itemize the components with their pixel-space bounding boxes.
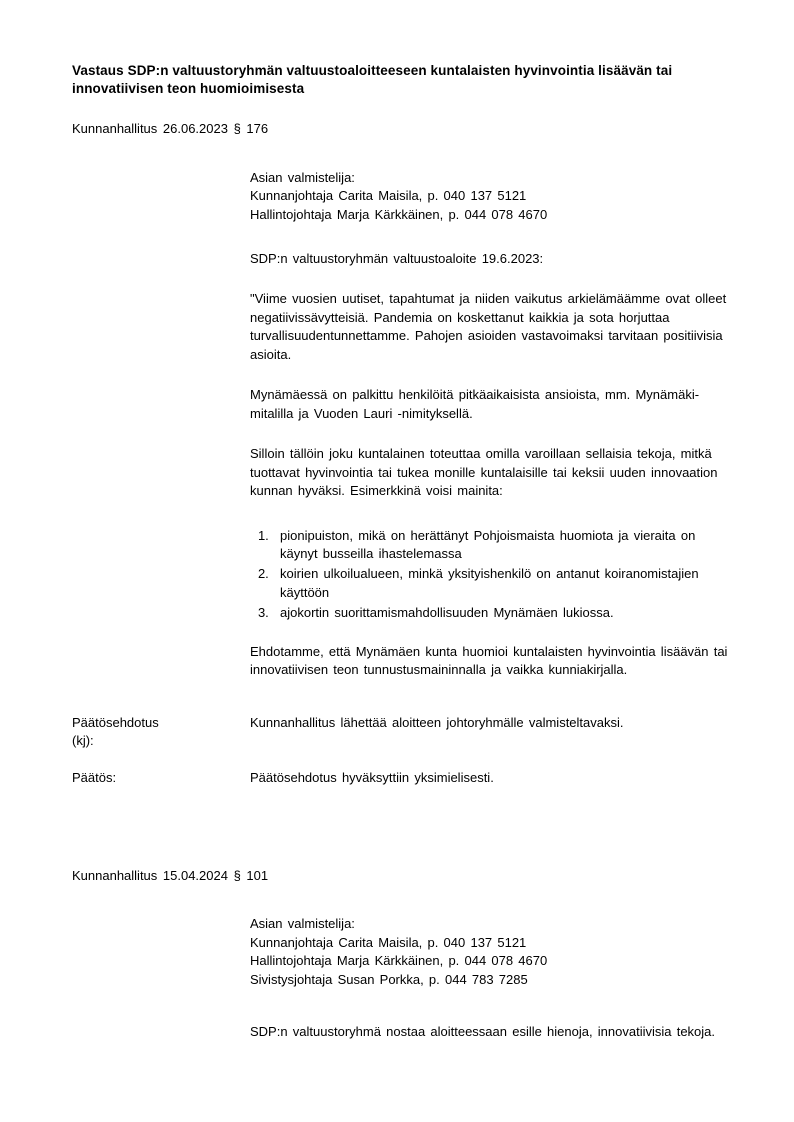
spacer [250, 240, 734, 250]
decision-text: Päätösehdotus hyväksyttiin yksimielisesti. [250, 769, 494, 785]
decision-label: Päätös: [72, 769, 117, 785]
decision-proposal-label [72, 714, 250, 751]
closing-paragraph: SDP:n valtuustoryhmä nostaa aloitteessaan esille hienoja, innovatiivisia tekoja. [250, 1024, 716, 1040]
preparer-2-line-3: Sivistysjohtaja Susan Porkka, p. 044 783 7285 [250, 971, 528, 987]
section-2023 [250, 169, 734, 680]
decision-proposal-label-line-1: Päätösehdotus [72, 714, 159, 730]
meeting-reference-2: Kunnanhallitus 15.04.2024 § 101 [72, 868, 269, 884]
decision-row [72, 769, 734, 787]
list-item: 2. koirien ulkoilualueen, minkä yksityishenkilö on antanut koiranomistajien käyttöön [274, 565, 734, 602]
section-2024 [250, 915, 734, 1041]
preparer-1-line-2: Hallintojohtaja Marja Kärkkäinen, p. 044 078 4670 [250, 206, 548, 222]
meeting-reference-1: Kunnanhallitus 26.06.2023 § 176 [72, 121, 269, 137]
spacer [72, 696, 734, 714]
page-title: Vastaus SDP:n valtuustoryhmän valtuustoaloitteeseen kuntalaisten hyvinvointia lisäävän tai innovatiivisen teon huomioimisesta [72, 63, 673, 97]
decision-proposal-label-line-2: (kj): [72, 733, 94, 749]
initiative-heading: SDP:n valtuustoryhmän valtuustoaloite 19.6.2023: [250, 250, 544, 266]
spacer [250, 1005, 734, 1023]
preparer-1-line-1: Kunnanjohtaja Carita Maisila, p. 040 137 5121 [250, 188, 527, 204]
preparer-2-line-1: Kunnanjohtaja Carita Maisila, p. 040 137 5121 [250, 934, 527, 950]
quote-paragraph-4: Ehdotamme, että Mynämäen kunta huomioi kuntalaisten hyvinvointia lisäävän tai innovatiivisen teon tunnustusmaininnalla ja vaikka kunniakirjalla. [250, 643, 728, 678]
list-item: 3. ajokortin suorittamismahdollisuuden Mynämäen lukiossa. [274, 604, 734, 622]
preparer-heading-1: Asian valmistelija: [250, 169, 355, 185]
list-item: 1. pionipuiston, mikä on herättänyt Pohjoismaista huomiota ja vieraita on käynyt busseilla ihastelemassa [274, 527, 734, 564]
decision-proposal-text: Kunnanhallitus lähettää aloitteen johtoryhmälle valmisteltavaksi. [250, 714, 624, 730]
quote-paragraph-3: Silloin tällöin joku kuntalainen toteuttaa omilla varoillaan sellaisia tekoja, mitkä tuottavat hyvinvointia tai tukea monille kuntalaisille tai keksii uuden innovaation kunnan hyväksi. Esimerkkinä voisi mainita: [250, 446, 718, 499]
examples-list [250, 527, 734, 623]
quote-paragraph-2: Mynämäessä on palkittu henkilöitä pitkäaikaisista ansioista, mm. Mynämäki-mitalilla ja Vuoden Lauri -nimityksellä. [250, 387, 700, 421]
quote-paragraph-1: "Viime vuosien uutiset, tapahtumat ja niiden vaikutus arkielämäämme ovat olleet negatiivissävytteisiä. Pandemia on koskettanut kaikkia ja sota horjuttaa turvallisuudentunnettamme. Pahojen asioiden vastavoimaksi tarvitaan positiivisia asioita. [250, 291, 727, 362]
decision-proposal-row [72, 714, 734, 751]
spacer [72, 805, 734, 833]
preparer-2-line-2: Hallintojohtaja Marja Kärkkäinen, p. 044 078 4670 [250, 953, 548, 969]
preparer-heading-2: Asian valmistelija: [250, 916, 355, 932]
